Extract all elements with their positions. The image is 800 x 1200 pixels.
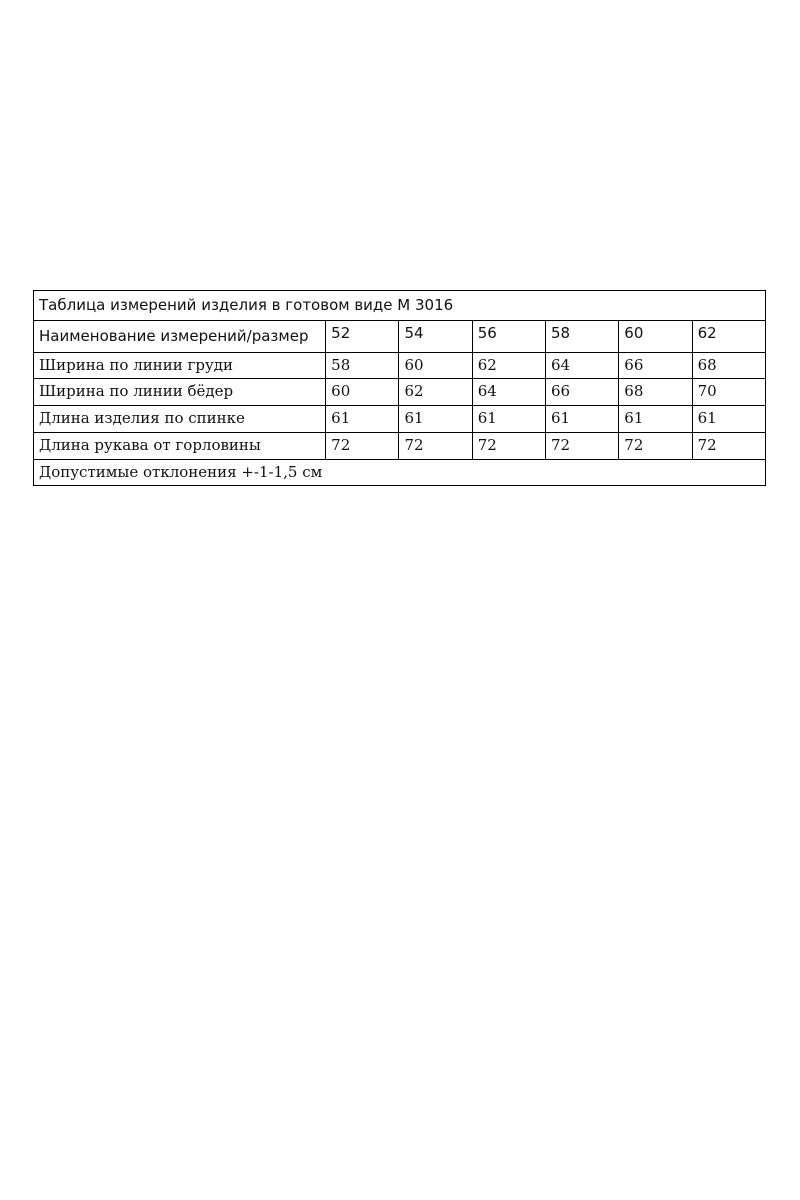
- size-header-58: 58: [546, 320, 619, 352]
- table-note-row: [34, 459, 766, 486]
- table-row: [34, 352, 766, 379]
- size-header-54: 54: [399, 320, 472, 352]
- size-header-52: 52: [326, 320, 399, 352]
- table-header-row: [34, 320, 766, 352]
- cell-hip-54: 62: [399, 379, 472, 406]
- header-label-cell: Наименование измерений/размер: [34, 320, 326, 352]
- cell-sleeve-56: 72: [472, 432, 545, 459]
- cell-sleeve-54: 72: [399, 432, 472, 459]
- cell-sleeve-62: 72: [692, 432, 765, 459]
- cell-chest-54: 60: [399, 352, 472, 379]
- cell-back-60: 61: [619, 406, 692, 433]
- cell-sleeve-52: 72: [326, 432, 399, 459]
- cell-hip-52: 60: [326, 379, 399, 406]
- size-header-62: 62: [692, 320, 765, 352]
- row-label-hip-width: Ширина по линии бёдер: [34, 379, 326, 406]
- cell-chest-60: 66: [619, 352, 692, 379]
- size-header-56: 56: [472, 320, 545, 352]
- cell-back-56: 61: [472, 406, 545, 433]
- row-label-sleeve-length: Длина рукава от горловины: [34, 432, 326, 459]
- cell-back-52: 61: [326, 406, 399, 433]
- cell-chest-52: 58: [326, 352, 399, 379]
- cell-chest-58: 64: [546, 352, 619, 379]
- tolerance-note: Допустимые отклонения +-1-1,5 см: [34, 459, 766, 486]
- table-row: [34, 432, 766, 459]
- cell-hip-56: 64: [472, 379, 545, 406]
- cell-hip-60: 68: [619, 379, 692, 406]
- cell-back-62: 61: [692, 406, 765, 433]
- table-row: [34, 406, 766, 433]
- table-title: Таблица измерений изделия в готовом виде М 3016: [34, 291, 766, 321]
- row-label-chest-width: Ширина по линии груди: [34, 352, 326, 379]
- cell-hip-62: 70: [692, 379, 765, 406]
- table-row: [34, 379, 766, 406]
- table-title-row: [34, 291, 766, 321]
- size-header-60: 60: [619, 320, 692, 352]
- cell-chest-56: 62: [472, 352, 545, 379]
- cell-back-54: 61: [399, 406, 472, 433]
- row-label-back-length: Длина изделия по спинке: [34, 406, 326, 433]
- cell-hip-58: 66: [546, 379, 619, 406]
- measurements-table-container: [33, 290, 766, 486]
- cell-back-58: 61: [546, 406, 619, 433]
- cell-chest-62: 68: [692, 352, 765, 379]
- cell-sleeve-58: 72: [546, 432, 619, 459]
- cell-sleeve-60: 72: [619, 432, 692, 459]
- measurements-table: [33, 290, 766, 486]
